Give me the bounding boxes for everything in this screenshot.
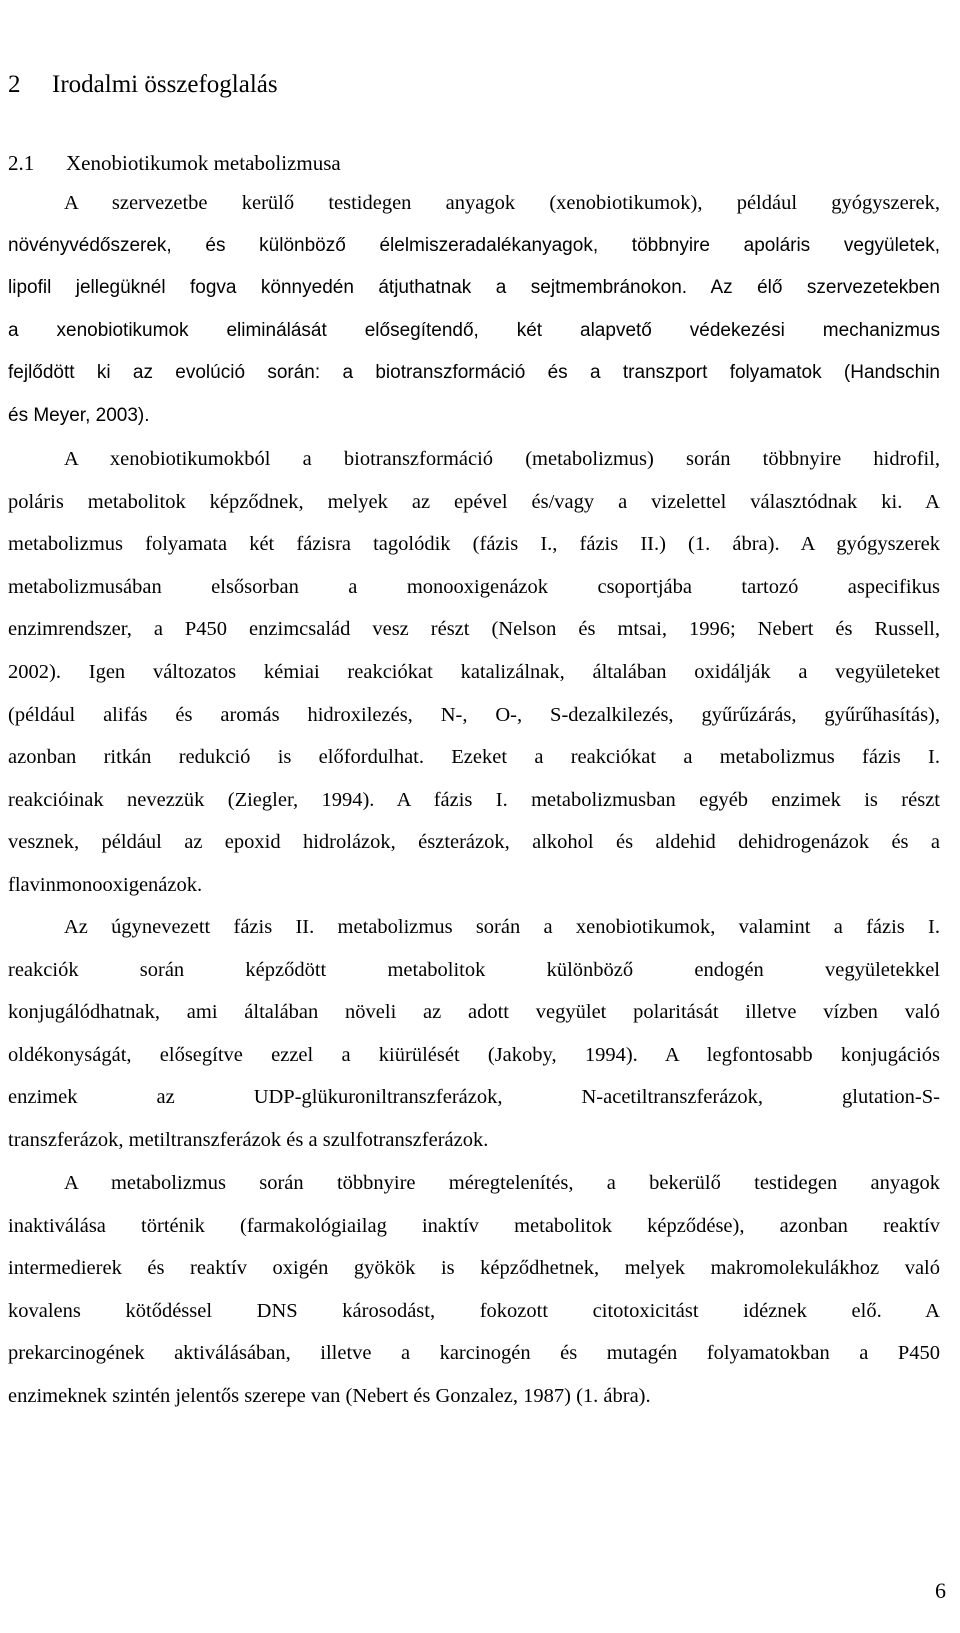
- section-title: Xenobiotikumok metabolizmusa: [66, 151, 341, 175]
- text-line: metabolizmus folyamata két fázisra tagolódik (fázis I., fázis II.) (1. ábra). A gyógyszerek: [8, 533, 940, 556]
- text-line: a xenobiotikumok eliminálását elősegítendő, két alapvető védekezési mechanizmus: [8, 319, 940, 341]
- text-line: enzimeknek szintén jelentős szerepe van (Nebert és Gonzalez, 1987) (1. ábra).: [8, 1384, 651, 1407]
- text-line: vesznek, például az epoxid hidrolázok, észterázok, alkohol és aldehid dehidrogenázok és a: [8, 831, 940, 854]
- text-line: A szervezetbe kerülő testidegen anyagok (xenobiotikumok), például gyógyszerek,: [64, 192, 940, 214]
- text-line: (például alifás és aromás hidroxilezés, N-, O-, S-dezalkilezés, gyűrűzárás, gyűrűhasítás),: [8, 703, 940, 726]
- chapter-title: Irodalmi összefoglalás: [52, 71, 278, 98]
- paragraph: [8, 438, 940, 907]
- text-line: transzferázok, metiltranszferázok és a szulfotranszferázok.: [8, 1128, 489, 1151]
- section-number: 2.1: [8, 151, 35, 175]
- chapter-heading: [8, 70, 278, 100]
- text-line: A metabolizmus során többnyire méregtelenítés, a bekerülő testidegen anyagok: [64, 1172, 940, 1194]
- text-line: A xenobiotikumokból a biotranszformáció (metabolizmus) során többnyire hidrofil,: [64, 448, 940, 470]
- text-line: és Meyer, 2003).: [8, 404, 150, 426]
- text-line: Az úgynevezett fázis II. metabolizmus során a xenobiotikumok, valamint a fázis I.: [64, 916, 940, 938]
- chapter-number: 2: [8, 71, 21, 98]
- paragraph: [8, 182, 940, 438]
- text-line: prekarcinogének aktiválásában, illetve a karcinogén és mutagén folyamatokban a P450: [8, 1342, 940, 1365]
- text-line: inaktiválása történik (farmakológiailag inaktív metabolitok képződése), azonban reaktív: [8, 1214, 940, 1237]
- page-number: 6: [935, 1578, 946, 1603]
- text-line: lipofil jellegüknél fogva könnyedén átjuthatnak a sejtmembránokon. Az élő szervezetekben: [8, 277, 940, 299]
- text-line: fejlődött ki az evolúció során: a biotranszformáció és a transzport folyamatok (Handschin: [8, 362, 940, 384]
- text-line: enzimrendszer, a P450 enzimcsalád vesz részt (Nelson és mtsai, 1996; Nebert és Russell,: [8, 618, 940, 641]
- text-line: konjugálódhatnak, ami általában növeli az adott vegyület polaritását illetve vízben való: [8, 1001, 940, 1024]
- paragraph: [8, 1162, 940, 1418]
- text-line: flavinmonooxigenázok.: [8, 873, 203, 896]
- text-line: reakciók során képződött metabolitok különböző endogén vegyületekkel: [8, 958, 940, 981]
- text-line: reakcióinak nevezzük (Ziegler, 1994). A fázis I. metabolizmusban egyéb enzimek is részt: [8, 788, 940, 811]
- text-line: metabolizmusában elsősorban a monooxigenázok csoportjába tartozó aspecifikus: [8, 575, 940, 598]
- text-line: poláris metabolitok képződnek, melyek az epével és/vagy a vizelettel választódnak ki. A: [8, 490, 940, 513]
- paragraph: [8, 906, 940, 1162]
- text-line: enzimek az UDP-glükuroniltranszferázok, N-acetiltranszferázok, glutation-S-: [8, 1086, 940, 1109]
- text-line: kovalens kötődéssel DNS károsodást, fokozott citotoxicitást idéznek elő. A: [8, 1299, 940, 1322]
- text-line: növényvédőszerek, és különböző élelmiszeradalékanyagok, többnyire apoláris vegyületek,: [8, 234, 940, 256]
- text-line: intermedierek és reaktív oxigén gyökök is képződhetnek, melyek makromolekulákhoz való: [8, 1257, 940, 1280]
- text-line: oldékonyságát, elősegítve ezzel a kiürülését (Jakoby, 1994). A legfontosabb konjugációs: [8, 1043, 940, 1066]
- text-line: 2002). Igen változatos kémiai reakciókat katalizálnak, általában oxidálják a vegyületeket: [8, 660, 940, 683]
- text-line: azonban ritkán redukció is előfordulhat. Ezeket a reakciókat a metabolizmus fázis I.: [8, 746, 940, 769]
- section-heading: [8, 151, 341, 176]
